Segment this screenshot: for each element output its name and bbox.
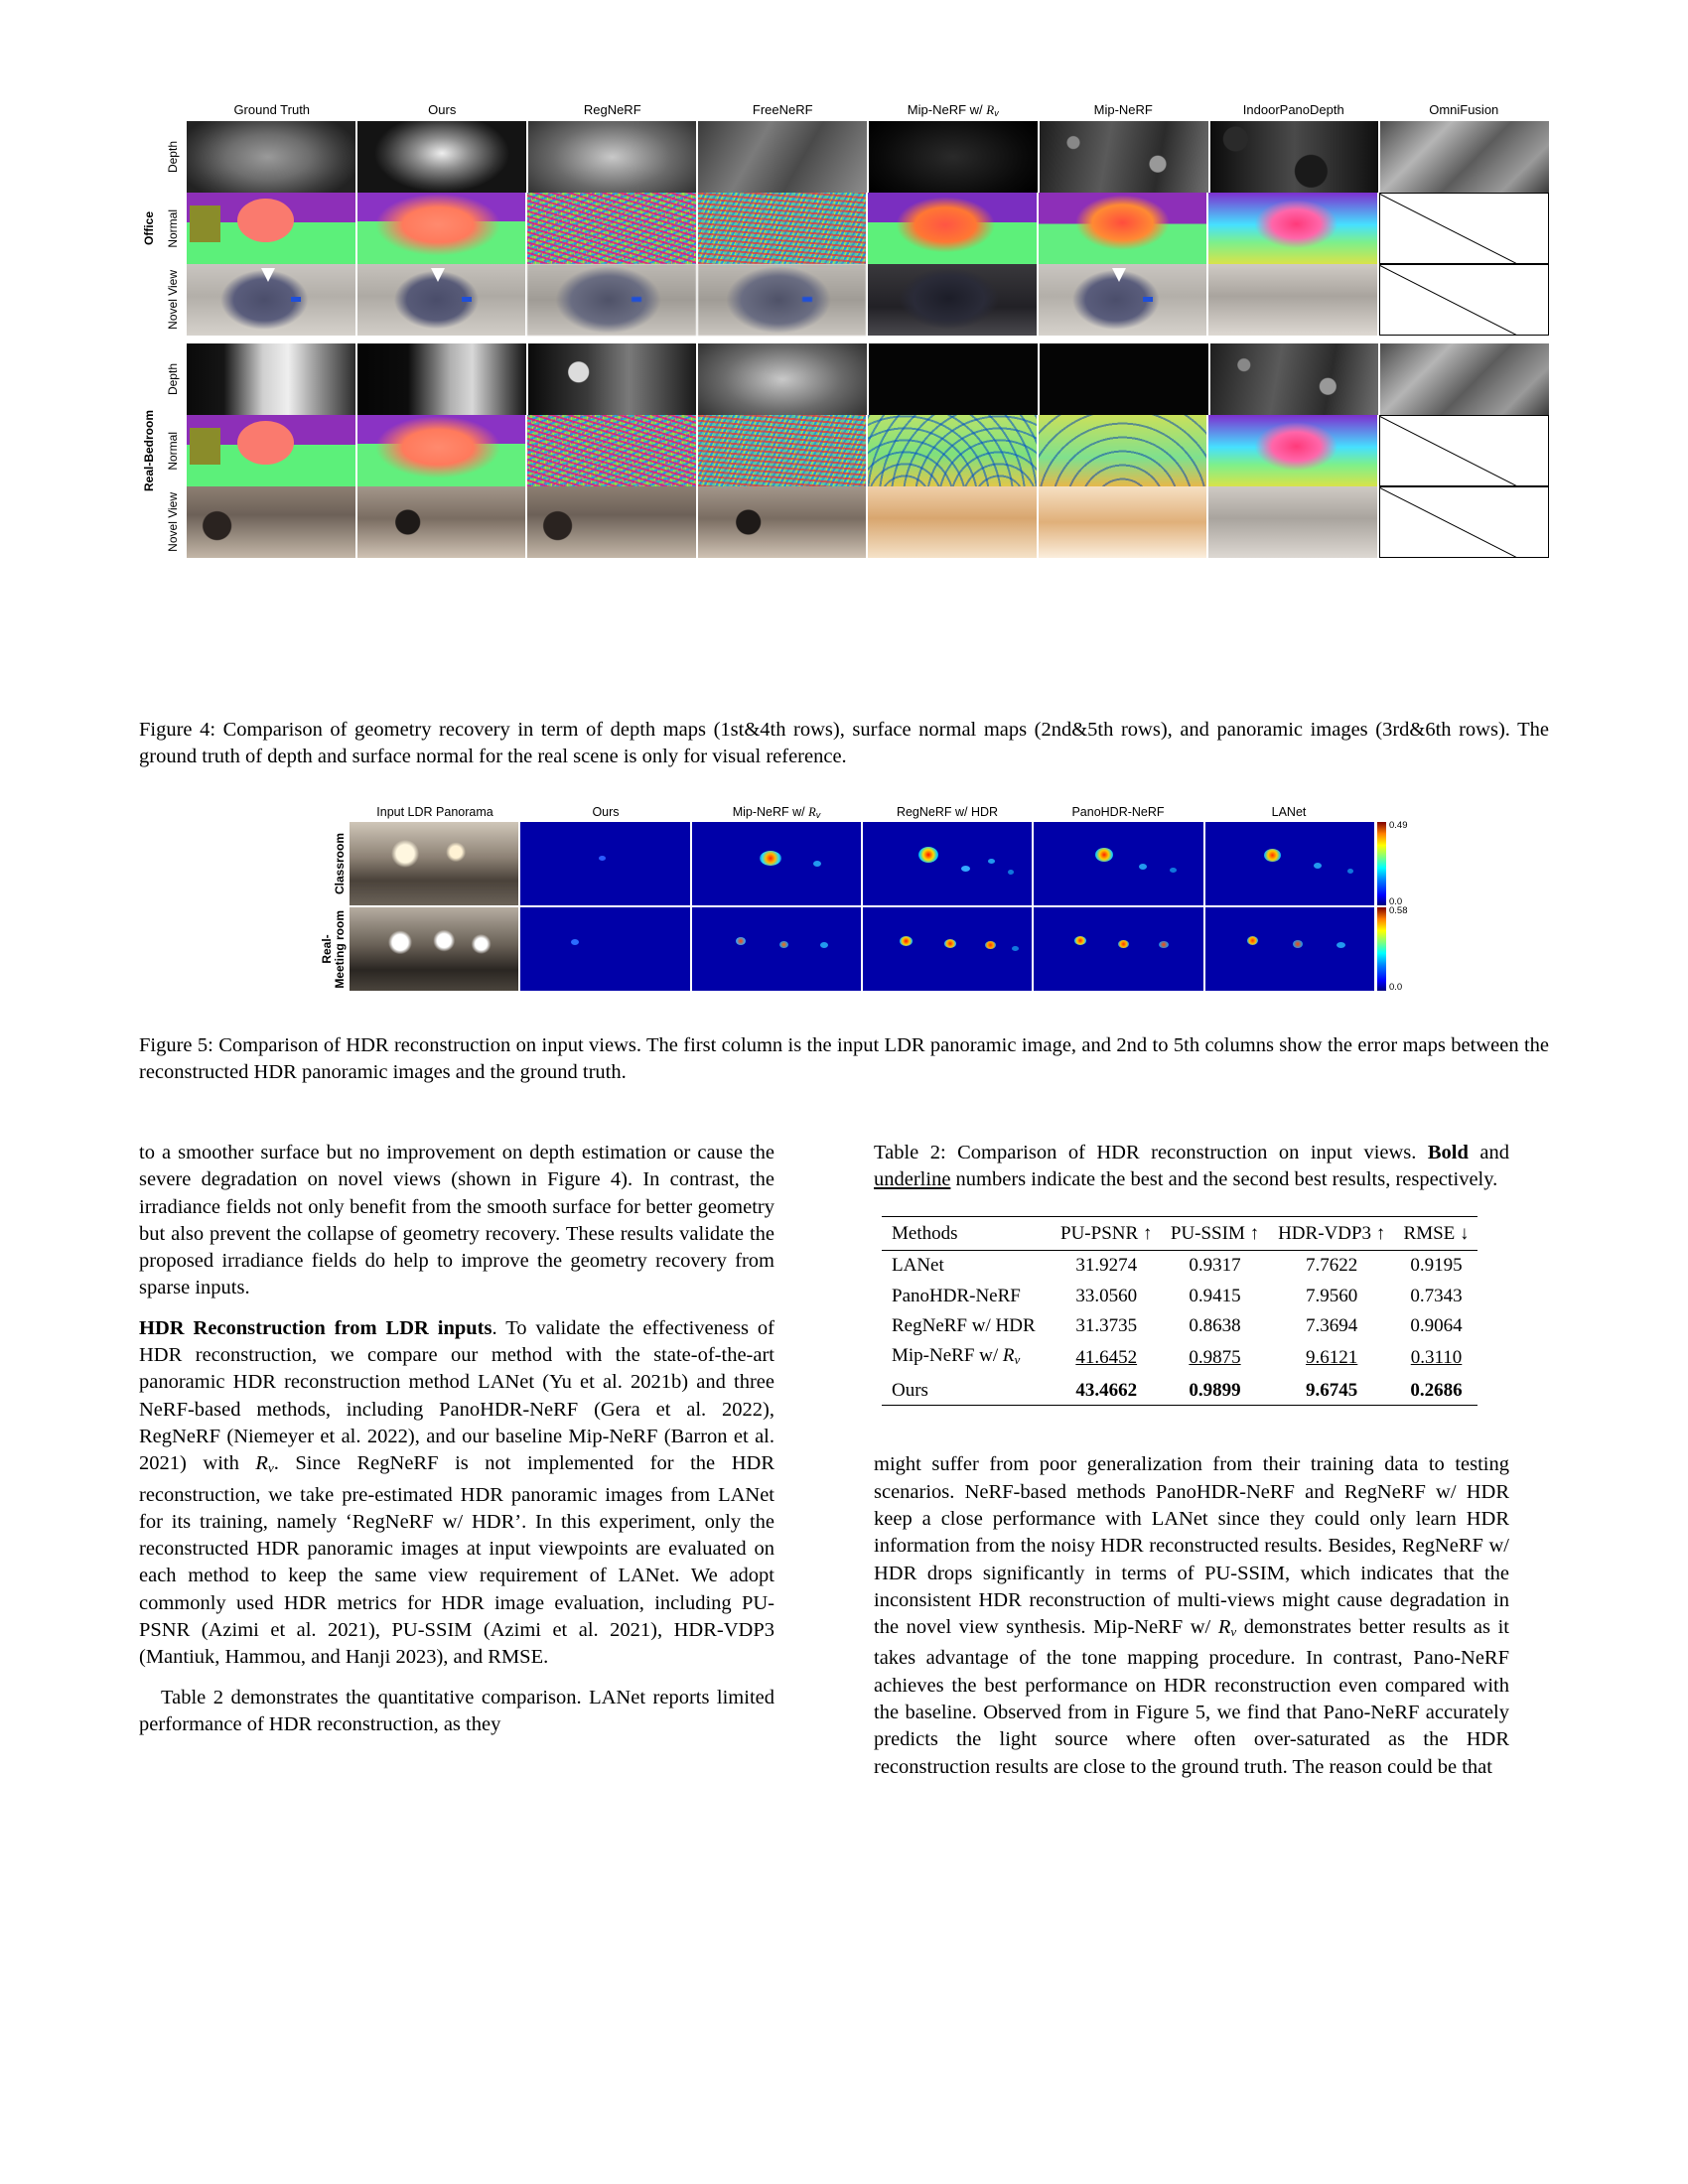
f4-img-bedroom-depth-gt (187, 343, 355, 415)
f4-img-office-novelview-ours (357, 264, 526, 336)
f4-img-bedroom-depth-omnifusion (1380, 343, 1549, 415)
table-2-header-row (882, 1216, 1477, 1250)
f4-img-bedroom-novelview-gt (187, 486, 355, 558)
f4-img-bedroom-novelview-omnifusion-empty (1379, 486, 1550, 558)
f5-img-meeting-mipnerf-rv (692, 907, 861, 991)
table-row (882, 1341, 1477, 1375)
table-2-r2-c2: 7.3694 (1306, 1314, 1358, 1336)
table-2-r0-c1: 0.9317 (1189, 1255, 1241, 1277)
table-2-r4-c2: 9.6745 (1268, 1375, 1395, 1406)
f4-col-header-1: Ours (428, 102, 457, 117)
f4-rowlabel-office-normal-text: Normal (166, 208, 180, 248)
table-2-header-methods: Methods (882, 1216, 1052, 1250)
f5-rowlabel-classroom (298, 822, 350, 905)
table-2-wrapper (882, 1216, 1493, 1407)
f5-rowlabel-classroom-text: Classroom (333, 832, 347, 895)
table-2-caption-b: and (1468, 1142, 1509, 1163)
table-row (882, 1281, 1477, 1310)
f4-img-office-depth-mipnerf (1040, 121, 1208, 193)
f5-img-meeting-regnerf-hdr (863, 907, 1032, 991)
table-row (882, 1375, 1477, 1406)
f4-img-office-normal-indoorpanodepth (1208, 193, 1377, 264)
table-2-r1-c0: 33.0560 (1075, 1285, 1138, 1306)
f5-rowlabel-real-meeting-room (298, 907, 350, 991)
table-2-r2-c1: 0.8638 (1189, 1314, 1241, 1336)
rv-symbol-table: R (1002, 1345, 1015, 1367)
f4-img-office-novelview-gt (187, 264, 355, 336)
f5-colorbar-max-classroom: 0.49 (1389, 820, 1408, 831)
f4-col-header-6: IndoorPanoDepth (1242, 102, 1344, 117)
f4-img-bedroom-depth-mipnerf (1040, 343, 1208, 415)
f5-colorbar-min-meeting: 0.0 (1389, 982, 1403, 993)
f4-img-office-depth-gt (187, 121, 355, 193)
f4-scene-real-bedroom-text: Real-Bedroom (142, 409, 156, 491)
table-2-r2-c3: 0.9064 (1410, 1314, 1463, 1336)
f4-img-bedroom-novelview-mipnerf (1039, 486, 1207, 558)
paragraph-left-2 (139, 1315, 774, 1672)
f5-img-meeting-lanet (1205, 907, 1374, 991)
f5-col-header-1: Ours (592, 805, 620, 819)
f4-img-office-normal-gt (187, 193, 355, 264)
f4-img-bedroom-novelview-freenerf (698, 486, 867, 558)
f4-img-bedroom-normal-mipnerf-rv (868, 415, 1037, 486)
f5-col-header-2: Mip-NeRF w/ $R_v$ (732, 805, 821, 820)
f4-col-header-4-sub: v (994, 108, 999, 118)
f4-rowlabel-office-novelview-text: Novel View (166, 270, 180, 330)
table-2-r3-c0: 41.6452 (1075, 1347, 1138, 1369)
rv-symbol-table-sub: v (1014, 1352, 1021, 1368)
f4-img-bedroom-depth-regnerf (528, 343, 697, 415)
f4-img-bedroom-depth-ours (357, 343, 526, 415)
table-2-r1-c1: 0.9415 (1189, 1285, 1241, 1306)
figure-5-column-headers (350, 802, 1374, 822)
f4-img-office-novelview-freenerf (698, 264, 867, 336)
f5-colorbar-gradient-meeting (1377, 907, 1386, 991)
f5-col-header-3: RegNeRF w/ HDR (896, 805, 999, 819)
paragraph-left-2-heading: HDR Reconstruction from LDR inputs (139, 1316, 492, 1339)
f4-col-header-2: RegNeRF (583, 102, 641, 117)
f4-img-bedroom-novelview-indoorpanodepth (1208, 486, 1377, 558)
f4-img-office-depth-ours (357, 121, 526, 193)
f4-img-bedroom-normal-ours (357, 415, 526, 486)
f4-img-office-normal-freenerf (698, 193, 867, 264)
table-2-r3-method-text: Mip-NeRF w/ (892, 1345, 1003, 1367)
figure-4-column-headers (187, 99, 1549, 121)
f5-colorbar-meeting (1374, 907, 1410, 991)
table-2-r0-c0: 31.9274 (1075, 1255, 1138, 1277)
f4-img-bedroom-depth-freenerf (698, 343, 867, 415)
table-2-r4-c3: 0.2686 (1395, 1375, 1477, 1406)
table-2-caption-bold: Bold (1427, 1142, 1469, 1163)
f4-rowlabel-bedroom-depth-text: Depth (166, 362, 180, 396)
f5-img-classroom-mipnerf-rv (692, 822, 861, 905)
table-2-header-pu-psnr: PU-PSNR ↑ (1052, 1216, 1162, 1250)
f5-img-classroom-input-ldr (350, 822, 518, 905)
f4-img-office-depth-mipnerf-rv (869, 121, 1038, 193)
f4-col-header-5: Mip-NeRF (1093, 102, 1153, 117)
table-2-r3-method (882, 1341, 1052, 1375)
f5-col-header-5: LANet (1271, 805, 1307, 819)
table-2-r3-c3: 0.3110 (1410, 1347, 1463, 1369)
table-2-r2-method: RegNeRF w/ HDR (892, 1314, 1036, 1336)
f4-img-bedroom-depth-indoorpanodepth (1210, 343, 1379, 415)
f5-img-meeting-panohdr-nerf (1034, 907, 1202, 991)
paragraph-left-1: to a smoother surface but no improvement on depth estimation or cause the severe degradation on novel views (shown in Figure 4). In contrast, the irradiance fields not only benefit from the smooth surface for better geometry but also prevent the collapse of geometry recovery. These results validate the proposed irradiance fields do help to improve the geometry recovery from sparse inputs. (139, 1142, 774, 1299)
f4-row-office-depth (159, 121, 1549, 193)
f5-img-meeting-ours (520, 907, 689, 991)
figure-5-caption: Figure 5: Comparison of HDR reconstruction on input views. The first column is the input LDR panoramic image, and 2nd to 5th columns show the error maps between the reconstructed HDR panoramic images and the ground truth. (139, 1034, 1549, 1083)
f4-col-header-3: FreeNeRF (752, 102, 813, 117)
rv-symbol-left: R (255, 1452, 268, 1475)
f5-col-header-4: PanoHDR-NeRF (1071, 805, 1165, 819)
f4-rowlabel-bedroom-normal (159, 415, 187, 486)
table-2-r1-c3: 0.7343 (1410, 1285, 1463, 1306)
table-2-r4-method: Ours (882, 1375, 1052, 1406)
table-2-caption-c: numbers indicate the best and the second best results, respectively. (950, 1168, 1498, 1191)
f4-img-office-novelview-regnerf (527, 264, 696, 336)
f4-scene-gap (139, 336, 1549, 343)
f5-img-classroom-ours (520, 822, 689, 905)
f4-img-bedroom-normal-freenerf (698, 415, 867, 486)
f4-img-office-normal-omnifusion-empty (1379, 193, 1550, 264)
f4-img-office-novelview-mipnerf (1039, 264, 1207, 336)
f5-col-header-2-sub: v (815, 810, 821, 820)
f4-row-bedroom-depth (159, 343, 1549, 415)
rv-symbol-left-sub: v (267, 1460, 274, 1476)
table-2-r3-c1: 0.9875 (1189, 1347, 1241, 1369)
f4-img-bedroom-novelview-regnerf (527, 486, 696, 558)
paragraph-right-1-text-a: might suffer from poor generalization from their training data to testing scenarios. NeRF-based methods PanoHDR-NeRF and RegNeRF w/ HDR keep a close performance with LANet since they could only learn HDR information from the noisy HDR reconstructed results. Besides, RegNeRF w/ HDR drops significantly in terms of PU-SSIM, which indicates that the inconsistent HDR reconstruction of multi-views might cause degradation in the novel view synthesis. Mip-NeRF w/ (874, 1453, 1509, 1639)
f5-img-classroom-panohdr-nerf (1034, 822, 1202, 905)
table-2-caption-underline: underline (874, 1168, 951, 1191)
f5-row-real-meeting-room (298, 907, 1410, 991)
f4-img-bedroom-normal-gt (187, 415, 355, 486)
table-2-r0-c2: 7.7622 (1306, 1255, 1358, 1277)
body-column-right (874, 1140, 1509, 1781)
f5-img-meeting-input-ldr (350, 907, 518, 991)
f5-img-classroom-regnerf-hdr (863, 822, 1032, 905)
figure-4-caption: Figure 4: Comparison of geometry recovery in term of depth maps (1st&4th rows), surface normal maps (2nd&5th rows), and panoramic images (3rd&6th rows). The ground truth of depth and surface normal for the real scene is only for visual reference. (139, 719, 1549, 767)
rv-symbol-right-sub: v (1230, 1624, 1237, 1640)
f4-scene-label-office (139, 121, 159, 336)
f4-rowlabel-office-depth (159, 121, 187, 193)
body-column-left (139, 1140, 774, 1738)
f4-img-office-normal-ours (357, 193, 526, 264)
table-2-caption-a: Table 2: Comparison of HDR reconstruction on input views. (874, 1142, 1428, 1163)
f5-colorbar-gradient-classroom (1377, 822, 1386, 905)
figure-4-scene-office (139, 121, 1549, 336)
table-2-r0-method: LANet (892, 1255, 944, 1277)
f4-row-bedroom-novelview (159, 486, 1549, 558)
f5-rowlabel-real-meeting-room-text: Real- Meeting room (320, 909, 347, 989)
f4-img-bedroom-normal-indoorpanodepth (1208, 415, 1377, 486)
f5-col-header-0: Input LDR Panorama (376, 805, 493, 819)
table-2-r3-c2: 9.6121 (1306, 1347, 1358, 1369)
f4-col-header-7: OmniFusion (1429, 102, 1499, 117)
table-2-r4-c0: 43.4662 (1052, 1375, 1162, 1406)
f4-img-office-depth-regnerf (528, 121, 697, 193)
f4-img-bedroom-normal-regnerf (527, 415, 696, 486)
f4-scene-office-text: Office (142, 210, 156, 245)
f4-rowlabel-office-novelview (159, 264, 187, 336)
paragraph-left-2-text-b: . Since RegNeRF is not implemented for the HDR reconstruction, we take pre-estimated HDR panoramic images from LANet for its training, namely ‘RegNeRF w/ HDR’. In this experiment, only the reconstructed HDR panoramic images at input viewpoints are evaluated on each method to keep the same view requirement of LANet. We adopt commonly used HDR metrics for HDR image evaluation, including PU-PSNR (Azimi et al. 2021), PU-SSIM (Azimi et al. 2021), HDR-VDP3 (Mantiuk, Hammou, and Hanji 2023), and RMSE. (139, 1452, 774, 1669)
f4-img-office-normal-mipnerf (1039, 193, 1207, 264)
table-2-header-hdr-vdp3: HDR-VDP3 ↑ (1268, 1216, 1395, 1250)
f4-img-office-novelview-omnifusion-empty (1379, 264, 1550, 336)
f5-colorbar-min-classroom: 0.0 (1389, 896, 1403, 907)
paragraph-left-2-text-a: . To validate the effectiveness of HDR reconstruction, we compare our method with the state-of-the-art panoramic HDR reconstruction method LANet (Yu et al. 2021b) and three NeRF-based methods, including PanoHDR-NeRF (Gera et al. 2022), RegNeRF (Niemeyer et al. 2022), and our baseline Mip-NeRF (Barron et al. 2021) with (139, 1316, 774, 1475)
paragraph-left-3: Table 2 demonstrates the quantitative comparison. LANet reports limited performance of HDR reconstruction, as they (139, 1686, 774, 1735)
f4-rowlabel-bedroom-novelview-text: Novel View (166, 492, 180, 552)
f4-rowlabel-bedroom-depth (159, 343, 187, 415)
f5-img-classroom-lanet (1205, 822, 1374, 905)
figure-4 (139, 99, 1549, 558)
f4-rowlabel-bedroom-novelview (159, 486, 187, 558)
table-2-r2-c0: 31.3735 (1075, 1314, 1138, 1336)
figure-4-scene-real-bedroom (139, 343, 1549, 558)
table-2-caption (874, 1140, 1509, 1194)
f4-img-bedroom-normal-omnifusion-empty (1379, 415, 1550, 486)
table-2 (882, 1216, 1477, 1407)
paragraph-right-1 (874, 1451, 1509, 1781)
table-2-header-rmse: RMSE ↓ (1395, 1216, 1477, 1250)
table-row (882, 1310, 1477, 1340)
f4-img-office-normal-regnerf (527, 193, 696, 264)
paragraph-right-1-text-b: demonstrates better results as it takes advantage of the tone mapping procedure. In contrast, Pano-NeRF achieves the best performance on HDR reconstruction even compared with the baseline. Observed from in Figure 5, we find that Pano-NeRF accurately predicts the light source where often over-saturated as the HDR reconstruction results are close to the ground truth. The reason could be that (874, 1616, 1509, 1778)
f4-img-office-novelview-mipnerf-rv (868, 264, 1037, 336)
f5-colorbar-max-meeting: 0.58 (1389, 905, 1408, 916)
f4-img-office-depth-omnifusion (1380, 121, 1549, 193)
figure-5 (298, 802, 1410, 993)
f4-img-bedroom-novelview-mipnerf-rv (868, 486, 1037, 558)
f4-row-office-normal (159, 193, 1549, 264)
f4-img-office-normal-mipnerf-rv (868, 193, 1037, 264)
f4-scene-label-real-bedroom (139, 343, 159, 558)
f4-rowlabel-office-depth-text: Depth (166, 140, 180, 174)
f4-img-office-depth-indoorpanodepth (1210, 121, 1379, 193)
f5-colorbar-classroom (1374, 822, 1410, 905)
table-2-r4-c1: 0.9899 (1162, 1375, 1269, 1406)
f4-col-header-0: Ground Truth (233, 102, 311, 117)
f4-img-bedroom-depth-mipnerf-rv (869, 343, 1038, 415)
table-2-r1-c2: 7.9560 (1306, 1285, 1358, 1306)
f4-img-bedroom-normal-mipnerf (1039, 415, 1207, 486)
table-row (882, 1250, 1477, 1281)
table-2-r0-c3: 0.9195 (1410, 1255, 1463, 1277)
rv-symbol-right: R (1217, 1616, 1231, 1639)
f4-col-header-4: Mip-NeRF w/ $R_v$ (907, 102, 999, 118)
f4-rowlabel-bedroom-normal-text: Normal (166, 431, 180, 471)
f5-row-classroom (298, 822, 1410, 905)
f4-row-bedroom-normal (159, 415, 1549, 486)
table-2-header-pu-ssim: PU-SSIM ↑ (1162, 1216, 1269, 1250)
table-2-r1-method: PanoHDR-NeRF (892, 1285, 1021, 1306)
f4-img-bedroom-novelview-ours (357, 486, 526, 558)
f4-img-office-depth-freenerf (698, 121, 867, 193)
f4-row-office-novelview (159, 264, 1549, 336)
f4-rowlabel-office-normal (159, 193, 187, 264)
f4-img-office-novelview-indoorpanodepth (1208, 264, 1377, 336)
